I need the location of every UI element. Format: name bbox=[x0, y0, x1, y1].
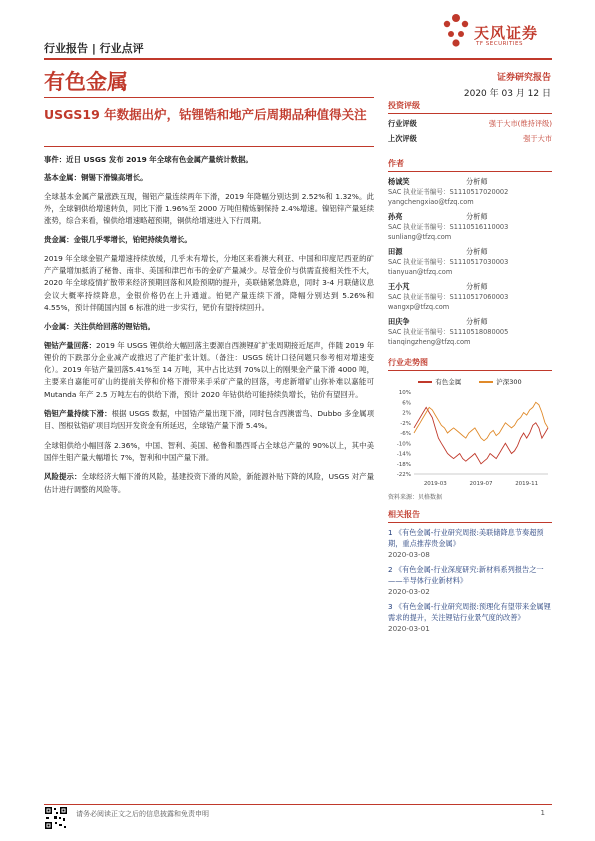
author-sac: SAC 执业证书编号：S1110517060003 bbox=[388, 293, 509, 301]
related-report-date: 2020-03-02 bbox=[388, 587, 430, 596]
author-entry bbox=[388, 247, 552, 277]
brand-name-en: TF SECURITIES bbox=[476, 41, 523, 47]
rating-value: 强于大市(维持评级) bbox=[488, 119, 552, 128]
x-tick-label: 2019-11 bbox=[515, 481, 539, 487]
logo-mark-icon bbox=[440, 12, 472, 50]
x-tick-label: 2019-07 bbox=[469, 481, 493, 487]
author-name: 田源 bbox=[388, 247, 403, 256]
header-divider bbox=[44, 58, 552, 60]
author-entry bbox=[388, 177, 552, 207]
legend-label-0: 有色金属 bbox=[435, 378, 462, 386]
risk-text: 全球经济大幅下滑的风险，基建投资下滑的风险，新能源补贴下降的风险，USGS 对产量估计进行调整的风险等。 bbox=[44, 472, 374, 494]
risk-lead: 风险提示： bbox=[44, 472, 82, 482]
author-position: 分析师 bbox=[466, 317, 488, 326]
report-title: USGS19 年数据出炉，钴锂锆和地产后周期品种值得关注 bbox=[44, 107, 367, 122]
footer-divider bbox=[44, 804, 552, 805]
legend-item bbox=[418, 377, 461, 386]
sector-title: 有色金属 bbox=[44, 70, 128, 94]
risk-paragraph bbox=[44, 471, 374, 496]
cobalt-text: 2019 年 USGS 锂供给大幅回落主要源自西澳锂矿扩张周期接近尾声，伴随 2019 年锂价的下跌部分企业减产或推迟了产能扩张计划。（备注：USGS 统计口径问题只参考相对增速变化）。2019 年钴产量回落5.41%至 14 万吨，其中占比达到 70%以上的刚果金产量下滑 4000 吨，主要来自嘉能可矿山的提前关停和价格下滑带来手采矿产量的回落，考虑新增矿山弥补难以嘉能可 Mutanda 年产 2.5 万吨左右的供给下滑，预计 2020 年钴供给可能持续负增长，钴价有望回升。 bbox=[44, 340, 374, 399]
base-metal-paragraph: 全球基本金属产量涨跌互现，锡铝产量连续两年下滑，2019 年降幅分别达到 2.52%和 1.32%。此外，全球铜供给增速转负，同比下滑 1.96%至 2000 万吨但精炼铜保持 2.4%增速。镍铝锌产量延续涨势，综合来看，镍供给增速略超预期，铜供给增速进入下行周期。 bbox=[44, 191, 374, 226]
y-tick-label: 10% bbox=[398, 390, 411, 396]
author-entry bbox=[388, 282, 552, 312]
title-divider bbox=[44, 97, 374, 98]
footer-disclaimer: 请务必阅读正文之后的信息披露和免责申明 bbox=[76, 810, 209, 818]
brand-name: 天风证券 bbox=[474, 24, 539, 42]
x-tick-label: 2019-03 bbox=[423, 481, 447, 487]
author-sac: SAC 执业证书编号：S1110516110003 bbox=[388, 223, 509, 231]
author-position: 分析师 bbox=[466, 212, 488, 221]
author-name-row bbox=[388, 212, 552, 222]
y-tick-label: -10% bbox=[396, 441, 411, 448]
prev-rating-row bbox=[388, 134, 552, 144]
title-underline bbox=[44, 146, 374, 147]
author-name: 孙亮 bbox=[388, 212, 403, 221]
author-name-row bbox=[388, 282, 552, 292]
qr-code-icon bbox=[44, 806, 68, 830]
chart-legend bbox=[388, 377, 552, 386]
company-logo bbox=[440, 12, 560, 52]
prev-rating-label: 上次评级 bbox=[388, 134, 417, 143]
y-tick-label: -18% bbox=[396, 461, 411, 468]
rating-label: 行业评级 bbox=[388, 119, 417, 128]
author-email[interactable]: wangxp@tfzq.com bbox=[388, 303, 450, 311]
author-name-row bbox=[388, 247, 552, 257]
legend-swatch-1 bbox=[479, 381, 493, 383]
author-email[interactable]: tianyuan@tfzq.com bbox=[388, 268, 453, 276]
cobalt-lead: 锂钴产量回落： bbox=[44, 340, 96, 350]
report-type: 行业报告 | 行业点评 bbox=[44, 42, 144, 55]
authors-heading: 作者 bbox=[388, 158, 552, 172]
y-tick-label: -14% bbox=[396, 451, 411, 458]
trend-chart bbox=[388, 377, 552, 501]
author-position: 分析师 bbox=[466, 177, 488, 186]
chart-source: 资料来源：贝格数据 bbox=[388, 494, 443, 501]
minor-metal-heading: 小金属：关注供给回落的锂钴锆。 bbox=[44, 322, 155, 332]
y-tick-label: 2% bbox=[402, 410, 411, 417]
related-report-title[interactable]: 1 《有色金属-行业研究周报:美联储降息节奏超预期，重点推荐贵金属》 bbox=[388, 528, 544, 548]
author-position: 分析师 bbox=[466, 247, 488, 256]
related-report-date: 2020-03-01 bbox=[388, 624, 430, 633]
author-email[interactable]: sunliang@tfzq.com bbox=[388, 233, 452, 241]
author-sac: SAC 执业证书编号：S1110517020002 bbox=[388, 188, 509, 196]
cobalt-paragraph bbox=[44, 340, 374, 401]
zirconium-paragraph bbox=[44, 408, 374, 433]
molybdenum-paragraph: 全球钼供给小幅回落 2.36%，中国、智利、美国、秘鲁和墨西哥占全球总产量的 90%以上，其中美国伴生钼产量大幅增长 7%，智利和中国产量下滑。 bbox=[44, 440, 374, 462]
author-email[interactable]: yangchengxiao@tfzq.com bbox=[388, 198, 474, 206]
chart-svg bbox=[388, 388, 552, 488]
page-number: 1 bbox=[540, 809, 545, 817]
author-entry bbox=[388, 317, 552, 347]
doc-type: 证券研究报告 bbox=[496, 73, 551, 83]
legend-item bbox=[479, 377, 521, 386]
authors-list bbox=[388, 177, 552, 347]
series-line-0 bbox=[414, 407, 548, 463]
related-report-title[interactable]: 3 《有色金属-行业研究周报:预理化有望带来金属锂需求的提升，关注锂钴行业景气度的改善》 bbox=[388, 602, 551, 622]
reports-heading: 相关报告 bbox=[388, 509, 552, 523]
legend-label-1: 沪深300 bbox=[496, 378, 522, 386]
main-body bbox=[44, 154, 374, 503]
related-report-title[interactable]: 2 《有色金属-行业深度研究:新材料系列报告之一——半导体行业新材料》 bbox=[388, 565, 544, 585]
related-report-date: 2020-03-08 bbox=[388, 550, 430, 559]
y-tick-label: -22% bbox=[396, 472, 411, 478]
zirconium-text: 根据 USGS 数据，中国锆产量出现下滑，同时包含西澳雷鸟、Dubbo 多金属项目、图根钛锆矿项目均因开发资金有所延迟，全球锆产量下滑 5.4%。 bbox=[44, 409, 374, 431]
rating-row bbox=[388, 119, 552, 129]
author-sac: SAC 执业证书编号：S1110517030003 bbox=[388, 258, 509, 266]
doc-date: 2020 年 03 月 12 日 bbox=[463, 89, 551, 99]
author-name-row bbox=[388, 317, 552, 327]
prev-rating-value: 强于大市 bbox=[523, 134, 552, 143]
y-tick-label: 6% bbox=[402, 400, 411, 407]
legend-swatch-0 bbox=[418, 381, 432, 383]
sidebar bbox=[388, 100, 552, 634]
rating-heading: 投资评级 bbox=[388, 100, 552, 114]
y-tick-label: -6% bbox=[400, 431, 411, 437]
author-position: 分析师 bbox=[466, 282, 488, 291]
related-reports bbox=[388, 527, 552, 634]
related-report-item[interactable] bbox=[388, 601, 552, 634]
precious-metal-paragraph: 2019 年全球金银产量增速持续放缓，几乎未有增长，分地区来看澳大利亚、中国和印度尼西亚的矿产产量增加抵消了秘鲁、南非、美国和津巴布韦的金矿产量减少。尽管金价与供需直接相关性不大，2020 年全球疫情扩散带来经济预期回落和风险预期的提升，美联储紧急降息，同时 3-4 月联储议息会议大概率持续降息，金银价格仍在上升通道。铂钯产量连续下滑，降幅分别达到 5.26%和 4.55%，预计伴随国内国 6 标准的进一步实行，钯价有望持续回升。 bbox=[44, 253, 374, 312]
precious-metal-heading: 贵金属：金银几乎零增长，铂钯持续负增长。 bbox=[44, 235, 192, 245]
author-entry bbox=[388, 212, 552, 242]
y-tick-label: -2% bbox=[400, 420, 411, 427]
related-report-item[interactable] bbox=[388, 527, 552, 560]
author-sac: SAC 执业证书编号：S1110518080005 bbox=[388, 328, 509, 336]
related-report-item[interactable] bbox=[388, 564, 552, 597]
base-metal-heading: 基本金属：铜锡下滑镍高增长。 bbox=[44, 173, 148, 183]
author-name: 王小芃 bbox=[388, 282, 410, 291]
author-name-row bbox=[388, 177, 552, 187]
author-email[interactable]: tianqingzheng@tfzq.com bbox=[388, 338, 471, 346]
author-name: 杨诚笑 bbox=[388, 177, 410, 186]
author-name: 田庆争 bbox=[388, 317, 410, 326]
event-line: 事件：近日 USGS 发布 2019 年全球有色金属产量统计数据。 bbox=[44, 155, 253, 164]
chart-heading: 行业走势图 bbox=[388, 357, 552, 371]
series-line-1 bbox=[414, 402, 548, 440]
zirconium-lead: 锆钽产量持续下滑： bbox=[44, 409, 112, 419]
